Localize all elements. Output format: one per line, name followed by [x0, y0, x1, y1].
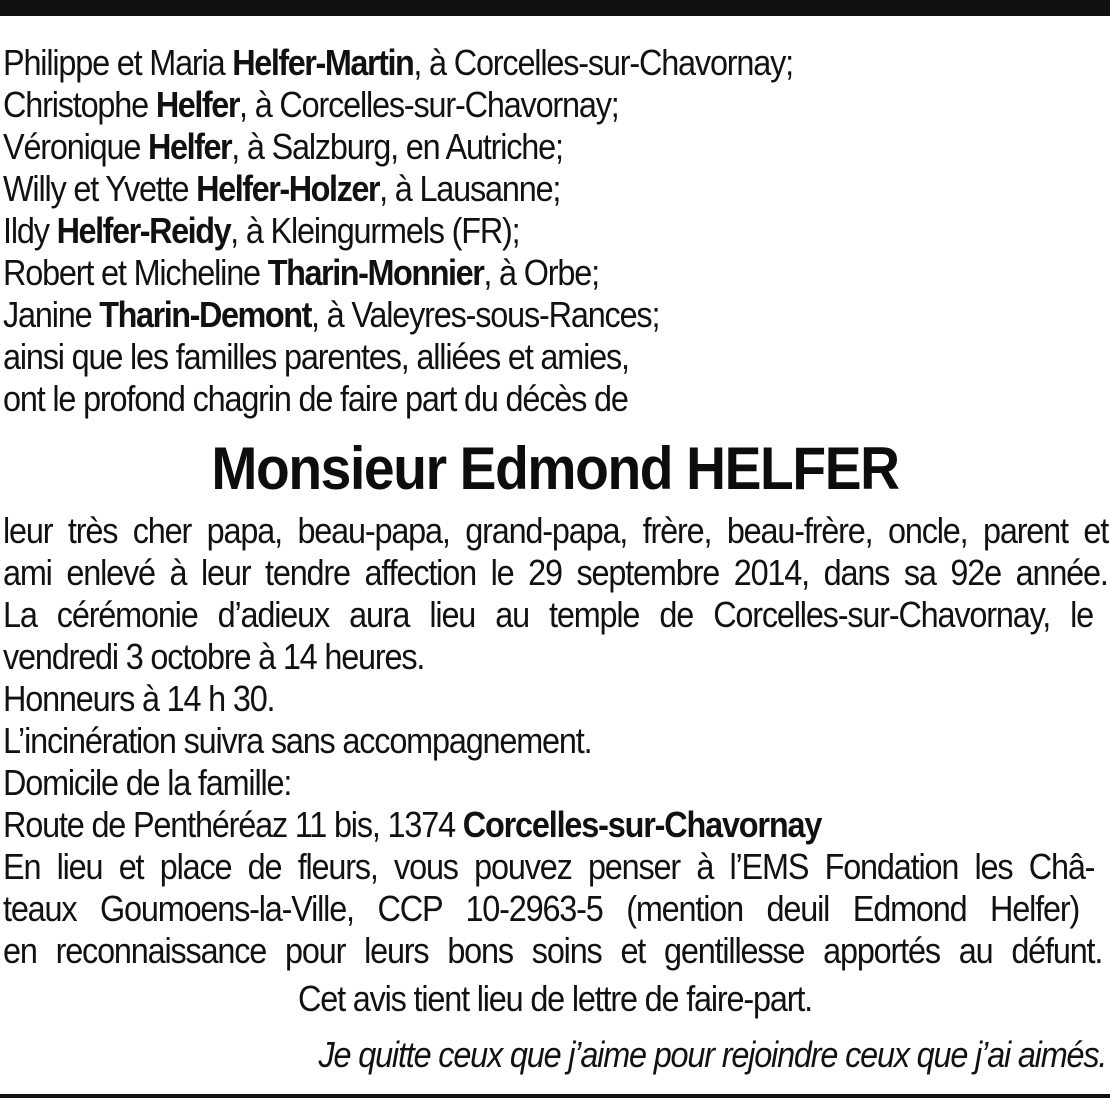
body-line-10: teaux Goumoens-la-Ville, CCP 10-2963-5 (mention deuil Edmond Helfer) [3, 888, 1080, 929]
family-line-6: Robert et Micheline Tharin-Monnier, à Orbe; [3, 252, 599, 293]
family-line-3: Véronique Helfer, à Salzburg, en Autriche; [3, 126, 563, 167]
body-line-11: en reconnaissance pour leurs bons soins et gentillesse apportés au défunt. [3, 930, 1103, 971]
body-line-1: leur très cher papa, beau-papa, grand-papa, frère, beau-frère, oncle, parent et [3, 510, 1109, 551]
family-line-7: Janine Tharin-Demont, à Valeyres-sous-Rances; [3, 294, 660, 335]
body-line-4: vendredi 3 octobre à 14 heures. [3, 636, 425, 677]
intro-line-1: ainsi que les familles parentes, alliées et amies, [3, 336, 629, 377]
body-line-9: En lieu et place de fleurs, vous pouvez penser à l’EMS Fondation les Châ- [3, 846, 1095, 887]
address-line: Route de Penthéréaz 11 bis, 1374 Corcelles-sur-Chavornay [3, 804, 822, 845]
bottom-rule [0, 1094, 1110, 1098]
body-line-5: Honneurs à 14 h 30. [3, 678, 275, 719]
family-line-4: Willy et Yvette Helfer-Holzer, à Lausanne; [3, 168, 561, 209]
body-line-2: ami enlevé à leur tendre affection le 29 septembre 2014, dans sa 92e année. [3, 552, 1108, 593]
top-rule [0, 0, 1110, 16]
family-line-5: Ildy Helfer-Reidy, à Kleingurmels (FR); [3, 210, 520, 251]
deceased-name: Monsieur Edmond HELFER [211, 435, 899, 502]
family-line-1: Philippe et Maria Helfer-Martin, à Corcelles-sur-Chavornay; [3, 42, 793, 83]
body-line-7: Domicile de la famille: [3, 762, 292, 803]
body-line-6: L’incinération suivra sans accompagnement. [3, 720, 592, 761]
body-line-3: La cérémonie d’adieux aura lieu au temple de Corcelles-sur-Chavornay, le [3, 594, 1094, 635]
intro-line-2: ont le profond chagrin de faire part du décès de [3, 378, 628, 419]
family-line-2: Christophe Helfer, à Corcelles-sur-Chavornay; [3, 84, 619, 125]
closing-quote: Je quitte ceux que j’aime pour rejoindre ceux que j’ai aimés. [318, 1034, 1106, 1075]
notice-line: Cet avis tient lieu de lettre de faire-part. [297, 978, 813, 1019]
